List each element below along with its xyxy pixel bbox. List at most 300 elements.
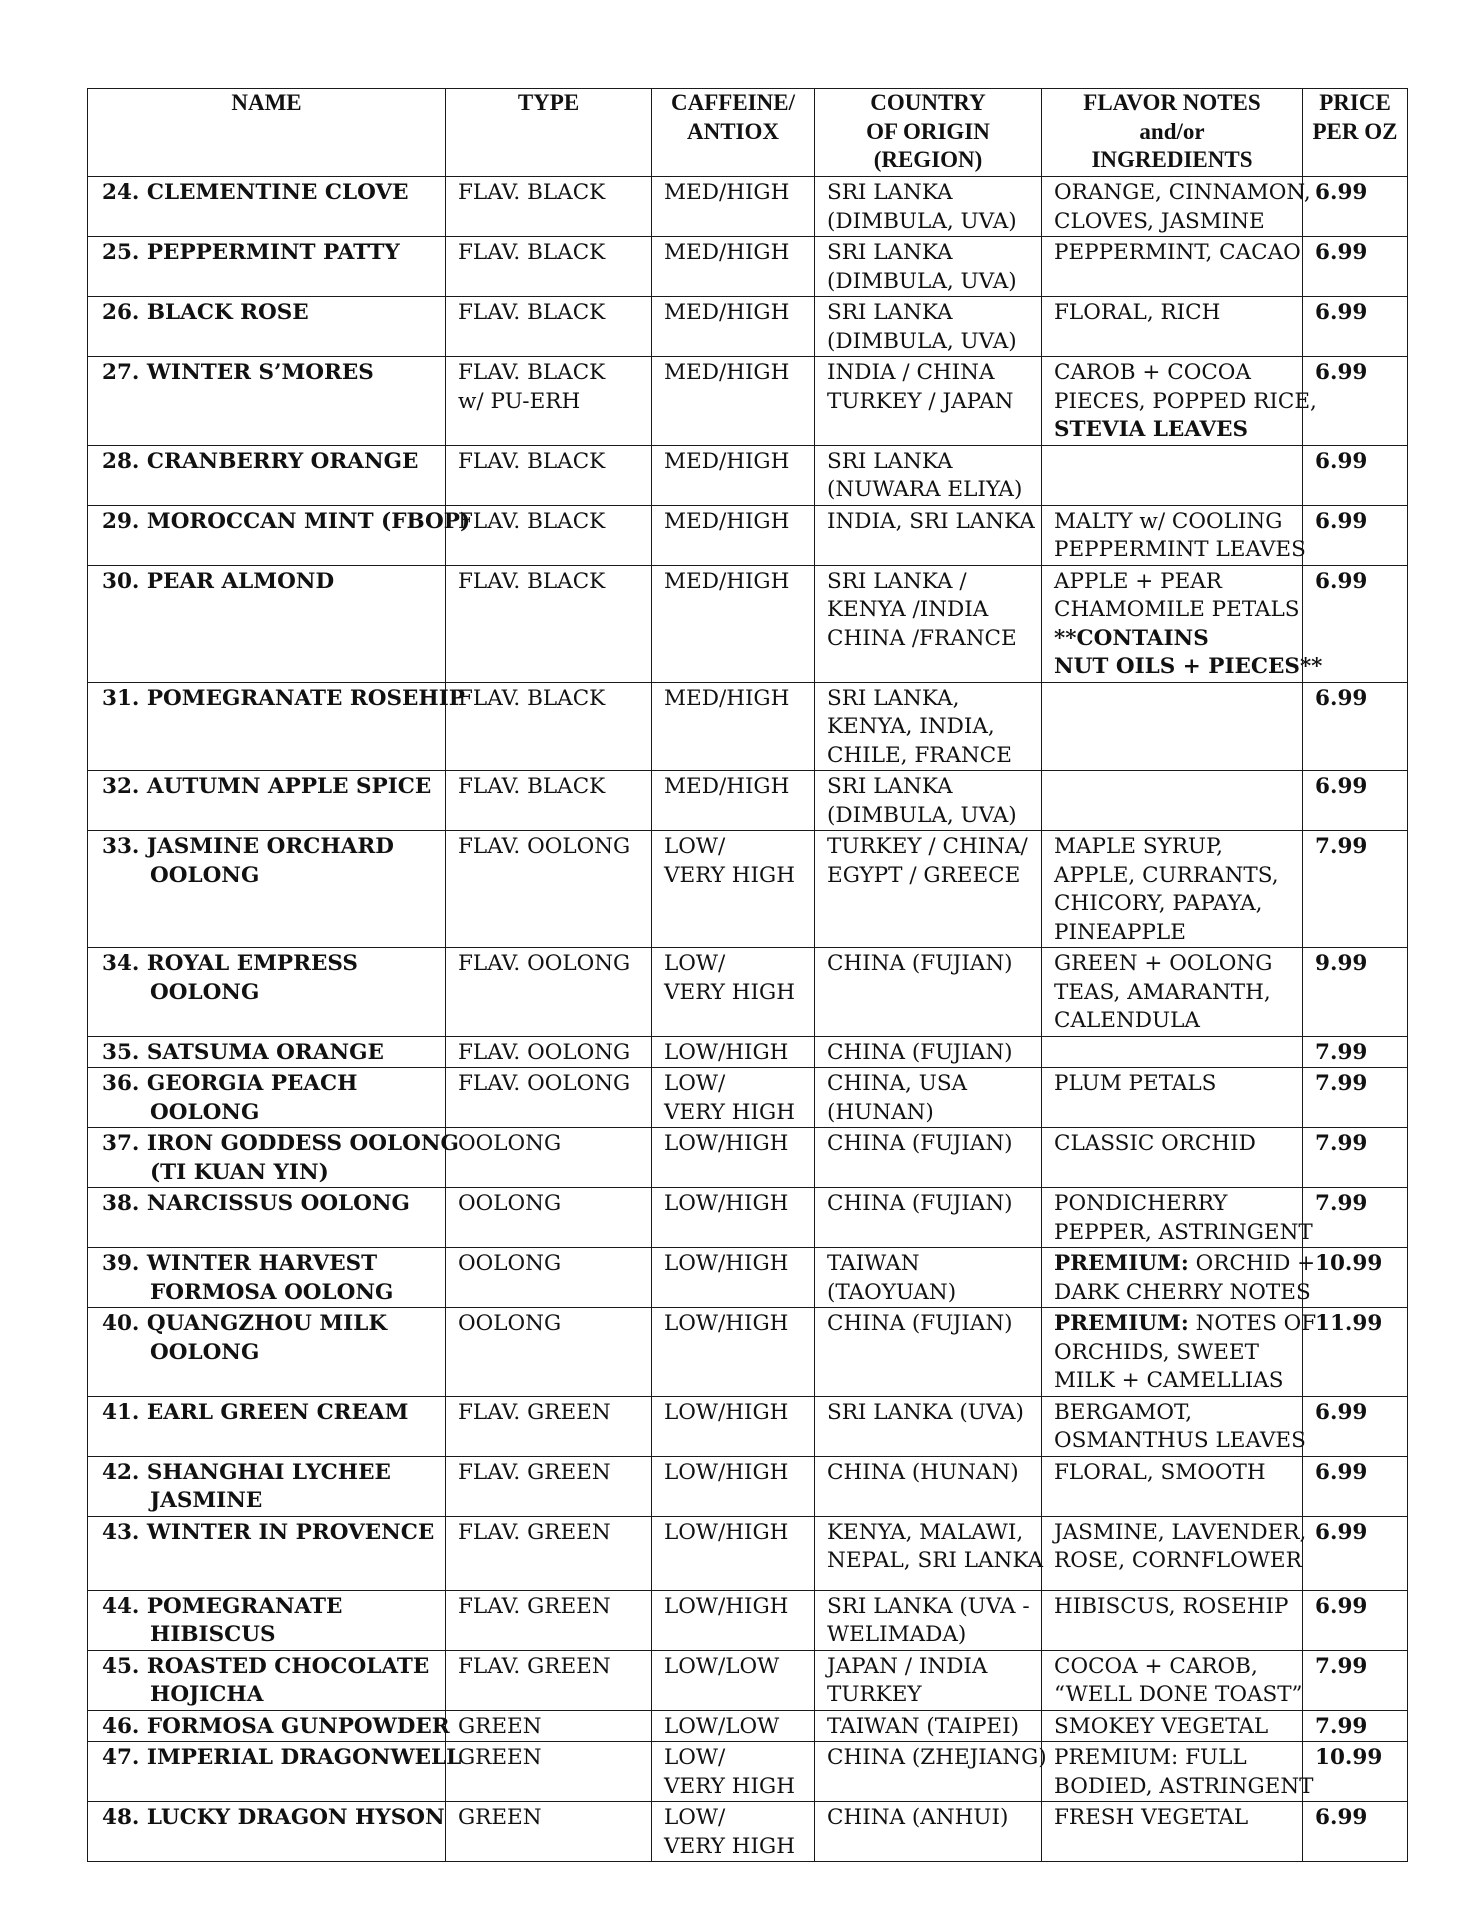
cell-line: CHINA (FUJIAN) (827, 951, 1013, 976)
flavor-cell (1042, 1710, 1303, 1742)
tea-type-cell (446, 565, 652, 682)
price-cell: 6.99 (1303, 177, 1408, 237)
cell-line: LOW/HIGH (664, 1251, 789, 1276)
cell-line: SMOKEY VEGETAL (1054, 1713, 1269, 1739)
cell-line: PONDICHERRY (1054, 1191, 1228, 1216)
origin-cell (815, 771, 1042, 831)
table-row (88, 1742, 1408, 1802)
cell-line: CHINA (FUJIAN) (827, 1311, 1013, 1336)
cell-line: FLAV. OOLONG (458, 951, 631, 976)
header-name (88, 89, 446, 177)
table-row (88, 948, 1408, 1037)
cell-line: OOLONG (150, 1339, 260, 1365)
tea-name-cell (88, 505, 471, 565)
cell-line: FLAV. GREEN (458, 1653, 611, 1679)
flavor-cell (1042, 771, 1303, 831)
cell-line: HOJICHA (150, 1682, 264, 1707)
cell-line: PLUM PETALS (1054, 1071, 1217, 1096)
price-cell: 6.99 (1303, 237, 1408, 297)
caffeine-cell (652, 505, 815, 565)
cell-line: JASMINE, LAVENDER, (1054, 1519, 1307, 1545)
cell-line: MED/HIGH (664, 240, 790, 265)
tea-name-cell (88, 1036, 446, 1068)
cell-line: FLAV. BLACK (458, 774, 606, 799)
cell-line: KENYA, INDIA, (827, 714, 995, 739)
header-origin-line: OF ORIGIN (866, 118, 990, 144)
cell-line: 37. IRON GODDESS OOLONG (102, 1131, 459, 1156)
cell-line: MED/HIGH (664, 180, 790, 205)
header-origin-line: (REGION) (873, 147, 983, 172)
cell-line: CHINA (FUJIAN) (827, 1191, 1013, 1216)
header-price (1303, 89, 1408, 177)
cell-line: PREMIUM: ORCHID + (1054, 1251, 1316, 1276)
flavor-cell (1042, 1068, 1303, 1128)
tea-name-cell (88, 1188, 446, 1248)
cell-line: TAIWAN (827, 1251, 920, 1276)
header-flavor-line: FLAVOR NOTES (1083, 90, 1261, 115)
cell-line: LOW/ (664, 951, 726, 976)
tea-type-cell (446, 682, 652, 771)
tea-name-cell (88, 1456, 446, 1516)
cell-line: VERY HIGH (664, 1099, 795, 1125)
flavor-cell (1042, 1590, 1303, 1650)
caffeine-cell (652, 1742, 815, 1802)
tea-name-cell (88, 1516, 446, 1590)
cell-line: PEPPERMINT, CACAO (1054, 240, 1301, 265)
cell-line: 40. QUANGZHOU MILK (102, 1311, 388, 1336)
cell-line: (DIMBULA, UVA) (827, 328, 1017, 354)
origin-cell (815, 682, 1042, 771)
header-flavor-line: and/or (1139, 118, 1205, 144)
cell-line: SRI LANKA (UVA - (827, 1593, 1030, 1619)
tea-name-cell (88, 831, 446, 948)
cell-line: TURKEY / CHINA/ (827, 834, 1028, 859)
cell-line: LOW/ (664, 1805, 726, 1830)
origin-cell (815, 1128, 1042, 1188)
tea-name-cell (88, 1248, 446, 1308)
tea-type-cell (446, 177, 652, 237)
cell-line: FLAV. BLACK (458, 360, 606, 385)
cell-line: INDIA / CHINA (827, 360, 995, 385)
origin-cell (815, 1710, 1042, 1742)
tea-type-cell (446, 445, 652, 505)
flavor-cell (1042, 1742, 1314, 1802)
tea-name-cell (88, 771, 446, 831)
cell-line: FLAV. BLACK (458, 300, 606, 325)
caffeine-cell (652, 565, 815, 682)
cell-line: **CONTAINS (1054, 625, 1209, 651)
cell-line: CHICORY, PAPAYA, (1054, 891, 1263, 916)
flavor-cell (1042, 445, 1303, 505)
tea-type-cell (446, 1188, 652, 1248)
cell-line: VERY HIGH (664, 1833, 795, 1859)
cell-line: CHAMOMILE PETALS (1054, 597, 1300, 622)
cell-line: (HUNAN) (827, 1099, 934, 1125)
cell-line: CHILE, FRANCE (827, 742, 1012, 768)
cell-line: BERGAMOT, (1054, 1399, 1193, 1425)
cell-line: OOLONG (458, 1191, 562, 1216)
tea-type-cell (446, 1036, 652, 1068)
caffeine-cell (652, 771, 815, 831)
tea-type-cell (446, 1710, 652, 1742)
price-cell: 6.99 (1303, 297, 1408, 357)
cell-line: 26. BLACK ROSE (102, 300, 309, 325)
cell-line: MILK + CAMELLIAS (1054, 1368, 1284, 1393)
cell-line: OOLONG (458, 1311, 562, 1336)
flavor-cell (1042, 1650, 1303, 1710)
cell-line: PEPPER, ASTRINGENT (1054, 1219, 1313, 1245)
price-cell: 6.99 (1303, 682, 1408, 771)
caffeine-cell (652, 237, 815, 297)
tea-type-cell (446, 948, 652, 1037)
cell-line: PINEAPPLE (1054, 919, 1186, 945)
table-row (88, 1802, 1408, 1862)
tea-name-cell (88, 237, 446, 297)
cell-line: FLAV. BLACK (458, 568, 606, 594)
header-row (88, 89, 1408, 177)
price-cell: 10.99 (1303, 1742, 1408, 1802)
tea-type-cell (446, 1308, 652, 1397)
cell-line: GREEN (458, 1713, 542, 1739)
cell-line: MED/HIGH (664, 568, 790, 594)
cell-line: TURKEY (827, 1682, 922, 1707)
premium-label: PREMIUM: (1054, 1311, 1189, 1336)
cell-line: PIECES, POPPED RICE, (1054, 388, 1317, 414)
cell-line: FLAV. GREEN (458, 1519, 611, 1545)
price-cell: 6.99 (1303, 1396, 1408, 1456)
cell-line: MED/HIGH (664, 448, 790, 474)
cell-line: LOW/HIGH (664, 1311, 789, 1336)
cell-line: CLASSIC ORCHID (1054, 1131, 1256, 1156)
origin-cell (815, 1068, 1042, 1128)
caffeine-cell (652, 1128, 815, 1188)
tea-name-cell (88, 1742, 462, 1802)
flavor-cell (1042, 831, 1303, 948)
cell-line: TAIWAN (TAIPEI) (827, 1713, 1019, 1739)
cell-line: 27. WINTER S’MORES (102, 360, 374, 385)
table-row (88, 1036, 1408, 1068)
tea-name-cell (88, 297, 446, 357)
table-row (88, 445, 1408, 505)
cell-line: JAPAN / INDIA (827, 1653, 988, 1679)
header-type (446, 89, 652, 177)
cell-line: FLAV. OOLONG (458, 834, 631, 859)
cell-line: (DIMBULA, UVA) (827, 268, 1017, 294)
cell-line: 28. CRANBERRY ORANGE (102, 448, 419, 474)
origin-cell (815, 1308, 1042, 1397)
cell-line: FLAV. BLACK (458, 508, 606, 534)
origin-cell (815, 357, 1042, 446)
caffeine-cell (652, 1188, 815, 1248)
cell-line: 25. PEPPERMINT PATTY (102, 240, 400, 265)
cell-line: FLAV. OOLONG (458, 1039, 631, 1065)
table-row (88, 297, 1408, 357)
flavor-cell (1042, 1456, 1303, 1516)
tea-type-cell (446, 831, 652, 948)
cell-line: LOW/ (664, 1745, 726, 1770)
cell-line: LOW/ (664, 1071, 726, 1096)
cell-line: FLORAL, RICH (1054, 300, 1221, 325)
price-cell: 7.99 (1303, 1710, 1408, 1742)
cell-line: 29. MOROCCAN MINT (FBOP) (102, 508, 471, 534)
flavor-cell (1042, 1188, 1313, 1248)
cell-line: NUT OILS + PIECES** (1054, 654, 1323, 679)
tea-name-cell (88, 177, 446, 237)
price-cell: 6.99 (1303, 565, 1408, 682)
table-row (88, 1128, 1408, 1188)
tea-type-cell (446, 1456, 652, 1516)
cell-line: SRI LANKA (827, 300, 953, 325)
caffeine-cell (652, 1248, 815, 1308)
cell-line: OOLONG (150, 979, 260, 1005)
origin-cell (815, 297, 1042, 357)
origin-cell (815, 1396, 1042, 1456)
table-row (88, 1068, 1408, 1128)
price-cell: 7.99 (1303, 831, 1408, 948)
table-row (88, 1710, 1408, 1742)
cell-line: FLAV. OOLONG (458, 1071, 631, 1096)
cell-line: (TI KUAN YIN) (150, 1159, 329, 1185)
origin-cell (815, 1742, 1047, 1802)
cell-line: ROSE, CORNFLOWER (1054, 1548, 1302, 1573)
tea-type-cell (446, 1128, 652, 1188)
caffeine-cell (652, 1590, 815, 1650)
cell-line: (NUWARA ELIYA) (827, 477, 1023, 502)
origin-cell (815, 445, 1042, 505)
cell-line: KENYA /INDIA (827, 597, 989, 622)
cell-line: PEPPERMINT LEAVES (1054, 537, 1306, 562)
cell-line: 48. LUCKY DRAGON HYSON (102, 1805, 445, 1830)
tea-price-table (87, 88, 1408, 1862)
header-caffeine (652, 89, 815, 177)
flavor-cell (1042, 1248, 1316, 1308)
caffeine-cell (652, 1036, 815, 1068)
price-cell: 7.99 (1303, 1650, 1408, 1710)
cell-line: CHINA (ANHUI) (827, 1805, 1009, 1830)
cell-line: OSMANTHUS LEAVES (1054, 1428, 1306, 1453)
origin-cell (815, 1590, 1042, 1650)
tea-name-cell (88, 565, 446, 682)
cell-line: FLORAL, SMOOTH (1054, 1459, 1266, 1485)
tea-type-cell (446, 1248, 652, 1308)
cell-line: MED/HIGH (664, 360, 790, 385)
cell-line: ORCHIDS, SWEET (1054, 1339, 1259, 1365)
cell-line: MAPLE SYRUP, (1054, 834, 1223, 859)
header-type-line: TYPE (517, 90, 580, 115)
cell-line: HIBISCUS (150, 1622, 276, 1647)
price-cell: 6.99 (1303, 1590, 1408, 1650)
cell-line: APPLE, CURRANTS, (1054, 862, 1279, 888)
cell-line: 39. WINTER HARVEST (102, 1251, 378, 1276)
tea-type-cell (446, 771, 652, 831)
cell-line: (DIMBULA, UVA) (827, 208, 1017, 234)
caffeine-cell (652, 1650, 815, 1710)
tea-name-cell (88, 1650, 446, 1710)
flavor-cell (1042, 297, 1303, 357)
cell-line: LOW/LOW (664, 1713, 780, 1739)
cell-line: CHINA (HUNAN) (827, 1459, 1019, 1485)
cell-line: 34. ROYAL EMPRESS (102, 951, 358, 976)
caffeine-cell (652, 831, 815, 948)
table-row (88, 1456, 1408, 1516)
tea-name-cell (88, 357, 446, 446)
table-row (88, 1248, 1408, 1308)
cell-line: LOW/HIGH (664, 1459, 789, 1485)
cell-line: SRI LANKA (UVA) (827, 1399, 1024, 1425)
caffeine-cell (652, 357, 815, 446)
cell-line: CHINA /FRANCE (827, 625, 1017, 651)
flavor-cell (1042, 682, 1303, 771)
caffeine-cell (652, 682, 815, 771)
price-cell: 7.99 (1303, 1068, 1408, 1128)
cell-line: 43. WINTER IN PROVENCE (102, 1519, 435, 1545)
cell-line: PREMIUM: NOTES OF (1054, 1311, 1317, 1336)
cell-line: GREEN (458, 1745, 542, 1770)
cell-line: FLAV. GREEN (458, 1399, 611, 1425)
price-cell: 6.99 (1303, 445, 1408, 505)
cell-line: FLAV. GREEN (458, 1593, 611, 1619)
cell-line: 36. GEORGIA PEACH (102, 1071, 358, 1096)
table-row (88, 357, 1408, 446)
tea-type-cell (446, 1650, 652, 1710)
cell-line: INDIA, SRI LANKA (827, 508, 1035, 534)
cell-line: OOLONG (150, 1099, 260, 1125)
cell-line: DARK CHERRY NOTES (1054, 1279, 1311, 1305)
origin-cell (815, 1248, 1042, 1308)
cell-line: (TAOYUAN) (827, 1279, 957, 1305)
flavor-cell (1042, 1516, 1307, 1590)
price-cell: 6.99 (1303, 1802, 1408, 1862)
table-row (88, 831, 1408, 948)
cell-line: SRI LANKA (827, 448, 953, 474)
cell-line: GREEN + OOLONG (1054, 951, 1273, 976)
cell-line: JASMINE (150, 1488, 263, 1513)
cell-line: CHINA (FUJIAN) (827, 1039, 1013, 1065)
cell-line: MED/HIGH (664, 508, 790, 534)
cell-line: CHINA, USA (827, 1071, 968, 1096)
cell-line: TURKEY / JAPAN (827, 388, 1014, 414)
cell-line: 30. PEAR ALMOND (102, 568, 335, 594)
cell-line: STEVIA LEAVES (1054, 417, 1249, 442)
caffeine-cell (652, 1068, 815, 1128)
cell-line: 45. ROASTED CHOCOLATE (102, 1653, 430, 1679)
table-row (88, 565, 1408, 682)
price-cell: 7.99 (1303, 1188, 1408, 1248)
price-cell: 6.99 (1303, 1456, 1408, 1516)
cell-line: GREEN (458, 1805, 542, 1830)
flavor-cell (1042, 565, 1323, 682)
price-cell: 6.99 (1303, 505, 1408, 565)
cell-line: 32. AUTUMN APPLE SPICE (102, 774, 432, 799)
cell-line: 41. EARL GREEN CREAM (102, 1399, 409, 1425)
caffeine-cell (652, 1396, 815, 1456)
price-cell: 7.99 (1303, 1128, 1408, 1188)
cell-line: FLAV. BLACK (458, 180, 606, 205)
table-row (88, 1396, 1408, 1456)
origin-cell (815, 1650, 1042, 1710)
cell-line: MED/HIGH (664, 685, 790, 711)
flavor-cell (1042, 948, 1303, 1037)
cell-line: BODIED, ASTRINGENT (1054, 1773, 1314, 1799)
caffeine-cell (652, 177, 815, 237)
cell-line: OOLONG (458, 1251, 562, 1276)
origin-cell (815, 1516, 1042, 1590)
cell-line: LOW/LOW (664, 1653, 780, 1679)
cell-line: LOW/HIGH (664, 1593, 789, 1619)
origin-cell (815, 565, 1042, 682)
header-price-line: PRICE (1319, 90, 1391, 115)
caffeine-cell (652, 1802, 815, 1862)
origin-cell (815, 1802, 1042, 1862)
table-row (88, 1650, 1408, 1710)
cell-line: 24. CLEMENTINE CLOVE (102, 180, 409, 205)
cell-line: LOW/HIGH (664, 1191, 789, 1216)
header-flavor (1042, 89, 1303, 177)
flavor-cell (1042, 1036, 1303, 1068)
cell-line: SRI LANKA (827, 774, 953, 799)
origin-cell (815, 177, 1042, 237)
caffeine-cell (652, 445, 815, 505)
header-name-line: NAME (231, 90, 302, 115)
cell-line: “WELL DONE TOAST” (1054, 1682, 1303, 1707)
tea-name-cell (88, 1396, 446, 1456)
price-cell: 6.99 (1303, 1516, 1408, 1590)
header-caffeine-line: ANTIOX (686, 118, 779, 144)
cell-line: VERY HIGH (664, 862, 795, 888)
tea-name-cell (88, 1802, 446, 1862)
flavor-cell (1042, 1308, 1317, 1397)
cell-line: ORANGE, CINNAMON, (1054, 180, 1311, 205)
cell-line: SRI LANKA (827, 180, 953, 205)
cell-line: COCOA + CAROB, (1054, 1653, 1258, 1679)
cell-line: 31. POMEGRANATE ROSEHIP (102, 685, 465, 711)
origin-cell (815, 948, 1042, 1037)
price-cell: 6.99 (1303, 357, 1408, 446)
cell-line: MED/HIGH (664, 774, 790, 799)
caffeine-cell (652, 1710, 815, 1742)
tea-name-cell (88, 1128, 459, 1188)
tea-name-cell (88, 1710, 450, 1742)
flavor-cell (1042, 237, 1303, 297)
caffeine-cell (652, 1456, 815, 1516)
price-cell: 6.99 (1303, 771, 1408, 831)
cell-line: 35. SATSUMA ORANGE (102, 1039, 384, 1065)
table-row (88, 1590, 1408, 1650)
cell-line: w/ PU-ERH (458, 388, 581, 414)
cell-line: 42. SHANGHAI LYCHEE (102, 1459, 391, 1485)
cell-line: FLAV. BLACK (458, 240, 606, 265)
origin-cell (815, 1188, 1042, 1248)
tea-name-cell (88, 445, 446, 505)
table-row (88, 1188, 1408, 1248)
tea-name-cell (88, 682, 465, 771)
cell-line: LOW/ (664, 834, 726, 859)
cell-line: SRI LANKA / (827, 568, 967, 594)
tea-type-cell (446, 357, 652, 446)
price-cell: 7.99 (1303, 1036, 1408, 1068)
flavor-cell (1042, 1396, 1306, 1456)
tea-type-cell (446, 1742, 652, 1802)
header-caffeine-line: CAFFEINE/ (671, 90, 795, 115)
cell-line: MALTY w/ COOLING (1054, 508, 1283, 534)
tea-name-cell (88, 1590, 446, 1650)
cell-line: HIBISCUS, ROSEHIP (1054, 1593, 1289, 1619)
cell-line: FORMOSA OOLONG (150, 1279, 394, 1305)
cell-line: 46. FORMOSA GUNPOWDER (102, 1713, 450, 1739)
cell-line: FLAV. GREEN (458, 1459, 611, 1485)
table-row (88, 237, 1408, 297)
cell-line: (DIMBULA, UVA) (827, 802, 1017, 828)
